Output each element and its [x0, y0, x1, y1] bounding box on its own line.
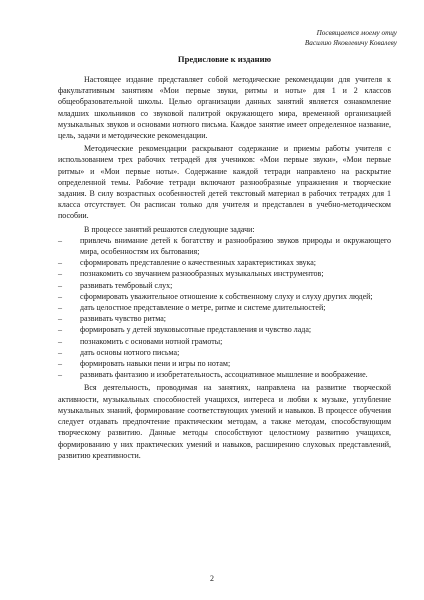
- list-dash: –: [58, 325, 62, 335]
- list-item-text: формировать навыки пени и игры по нотам;: [80, 359, 231, 369]
- page-title: Предисловие к изданию: [177, 54, 272, 64]
- list-dash: –: [58, 235, 62, 245]
- list-item-text: развивать чувство ритма;: [80, 314, 167, 324]
- list-item: [58, 313, 391, 324]
- list-item: [58, 358, 391, 369]
- list-dash: –: [58, 258, 62, 268]
- dedication-line-1: Посвящается моему отцу: [316, 29, 397, 37]
- list-item-text: развивать тембровый слух;: [80, 280, 173, 290]
- list-item-text: дать основы нотного письма;: [80, 347, 180, 357]
- list-dash: –: [58, 291, 62, 301]
- dedication-line-2: Василию Яковлевичу Ковалеву: [304, 39, 397, 47]
- paragraph-intro: Настоящее издание представляет собой методические рекомендации для учителя к факультативным занятиям «Мои первые звуки, ритмы и ноты» для 1 и 2 классов общеобразовательной школы. Целью организации данных занятий является ознакомление младших школьников со звуковой палитрой окружающего мира, временной организацией музыкальных звуков и основами нотного письма. Каждое занятие имеет определенное название, цель, задачи и методические рекомендации.: [58, 75, 391, 141]
- list-item: [58, 324, 391, 335]
- list-item-text: познакомить со звучанием разнообразных музыкальных инструментов;: [80, 269, 324, 279]
- list-dash: –: [58, 269, 62, 279]
- paragraph-methods: Вся деятельность, проводимая на занятиях, направлена на развитие творческой активности, музыкальных способностей учащихся, интереса и любви к музыке, углубление музыкальных знаний, формирование соответствующих умений и навыков. В процессе обучения следует отдавать предпочтение практическим методам, а также методам, способствующим творческому развитию. Данные методы способствуют целостному развитию учащихся, формированию у них практических умений и навыков, расширению слуховых представлений, развитию креативности.: [58, 383, 391, 460]
- list-item-text: сформировать представление о качественных характеристиках звука;: [80, 258, 317, 268]
- dedication: [58, 28, 397, 48]
- paragraph-recommendations: Методические рекомендации раскрывают содержание и приемы работы учителя с использованием трех рабочих тетрадей для учеников: «Мои первые звуки», «Мои первые ритмы» и «Мои первые ноты». Содержание каждой тетради направлено на раскрытие определенной темы. Рабочие тетради включают разнообразные упражнения и творческие задания. В силу возрастных особенностей детей текстовый материал в рабочих тетрадях для 1 класса отсутствует. Он расписан только для учителя и представлен в учебно-методическом пособии.: [58, 144, 391, 221]
- list-dash: –: [58, 280, 62, 290]
- task-list: [58, 235, 391, 381]
- list-item: [58, 302, 391, 313]
- list-item-text: развивать фантазию и изобретательность, ассоциативное мышление и воображение.: [80, 370, 368, 380]
- list-dash: –: [58, 359, 62, 369]
- document-page: [58, 28, 397, 461]
- list-item-text: привлечь внимание детей к богатству и разнообразию звуков природы и окружающего мира, особенностям их бытования;: [80, 235, 391, 257]
- list-item: [58, 268, 391, 279]
- list-item-text: формировать у детей звуковысотные представления и чувство лада;: [80, 325, 312, 335]
- list-item: [58, 369, 391, 380]
- list-item: [58, 257, 391, 268]
- list-dash: –: [58, 370, 62, 380]
- paragraph-tasks-intro: В процессе занятий решаются следующие задачи:: [84, 224, 255, 234]
- list-item-text: сформировать уважительное отношение к собственному слуху и слуху других людей;: [80, 291, 373, 301]
- page-number: 2: [210, 574, 214, 583]
- list-item-text: познакомить с основами нотной грамоты;: [80, 336, 223, 346]
- list-item: [58, 280, 391, 291]
- list-dash: –: [58, 336, 62, 346]
- list-item: [58, 347, 391, 358]
- list-dash: –: [58, 314, 62, 324]
- list-dash: –: [58, 347, 62, 357]
- list-item: [58, 336, 391, 347]
- list-item: [58, 291, 391, 302]
- list-item: [58, 235, 391, 257]
- list-item-text: дать целостное представление о метре, ритме и системе длительностей;: [80, 303, 326, 313]
- list-dash: –: [58, 303, 62, 313]
